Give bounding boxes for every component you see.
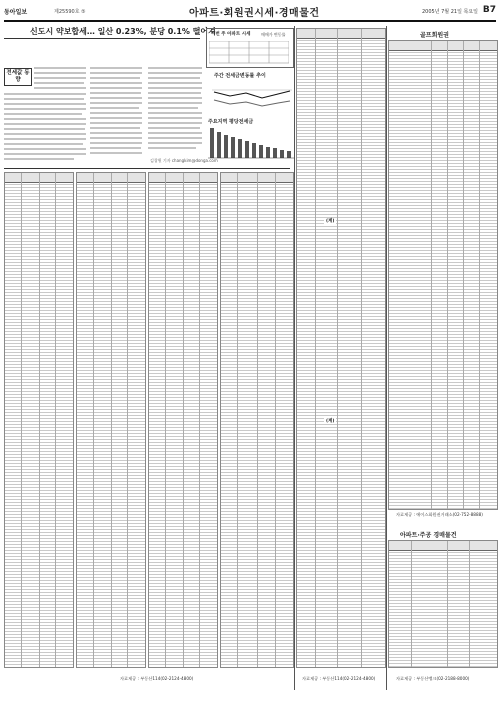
article-body-col-1 xyxy=(4,92,86,162)
auction-table-header xyxy=(389,541,497,551)
golf-table-header xyxy=(389,41,497,51)
trend-chart-title: 주간 전세금변동률 추이 xyxy=(214,73,266,79)
listing-table-4 xyxy=(220,172,294,668)
text-lines xyxy=(90,66,142,162)
summary-table-grid xyxy=(209,41,289,65)
trend-chart xyxy=(210,80,294,114)
bar-chart xyxy=(208,126,294,160)
paper-name: 동아일보 xyxy=(4,9,28,16)
page-number: B7 xyxy=(482,5,496,15)
text-lines xyxy=(148,66,202,156)
listing-header xyxy=(297,29,385,39)
trend-line-1 xyxy=(214,91,290,98)
subsection-label-2: (계) xyxy=(326,419,335,424)
text-lines xyxy=(4,92,86,162)
listing-table-3 xyxy=(148,172,218,668)
auction-table xyxy=(388,540,498,668)
article-headline: 신도시 약보합세… 일산 0.23%, 분당 0.1% 떨어져 xyxy=(30,27,216,36)
summary-box xyxy=(206,28,294,68)
trend-line-2 xyxy=(214,100,290,106)
article-body-col-2 xyxy=(90,66,142,162)
issue-number: 제25590호 ⑤ xyxy=(54,9,86,15)
section-rule xyxy=(4,168,290,169)
headline-rule xyxy=(4,38,200,39)
article-body-col-3 xyxy=(148,66,202,156)
column-divider-1 xyxy=(294,26,295,690)
listing-table-5 xyxy=(296,28,386,668)
source-left: 자료제공 : 부동산114(02-2124-4800) xyxy=(120,676,194,681)
auction-title: 아파트·주공 경매물건 xyxy=(400,532,457,539)
source-right-1: 자료제공 : 에이스회원권거래소(02-752-8888) xyxy=(396,512,483,517)
golf-table xyxy=(388,40,498,510)
listing-table-2 xyxy=(76,172,146,668)
column-divider-2 xyxy=(386,26,387,690)
article-tag: 전세값 동향 xyxy=(4,68,32,86)
bar-chart-title: 주요지역 평당전세금 xyxy=(208,119,254,125)
bar-chart-bars xyxy=(210,128,291,158)
publication-date: 2005년 7월 21일 목요일 xyxy=(421,9,478,15)
masthead xyxy=(4,4,496,22)
article-body-col-1a xyxy=(34,66,86,90)
summary-box-title: 이번 주 아파트 시세 xyxy=(211,32,251,37)
section-title: 아파트·회원권시세·경매물건 xyxy=(189,8,320,19)
text-lines xyxy=(34,66,86,90)
article-byline: 김창원 기자 changkim@donga.com xyxy=(150,158,218,163)
listing-table-1 xyxy=(4,172,74,668)
source-mid: 자료제공 : 부동산114(02-2124-4800) xyxy=(302,676,376,681)
subsection-label-1: (계) xyxy=(326,219,335,224)
source-right-2: 자료제공 : 부동산뱅크(02-2188-8000) xyxy=(396,676,470,681)
summary-box-subtitle: 매매가 변동률 xyxy=(261,32,286,37)
golf-title: 골프회원권 xyxy=(420,32,449,39)
